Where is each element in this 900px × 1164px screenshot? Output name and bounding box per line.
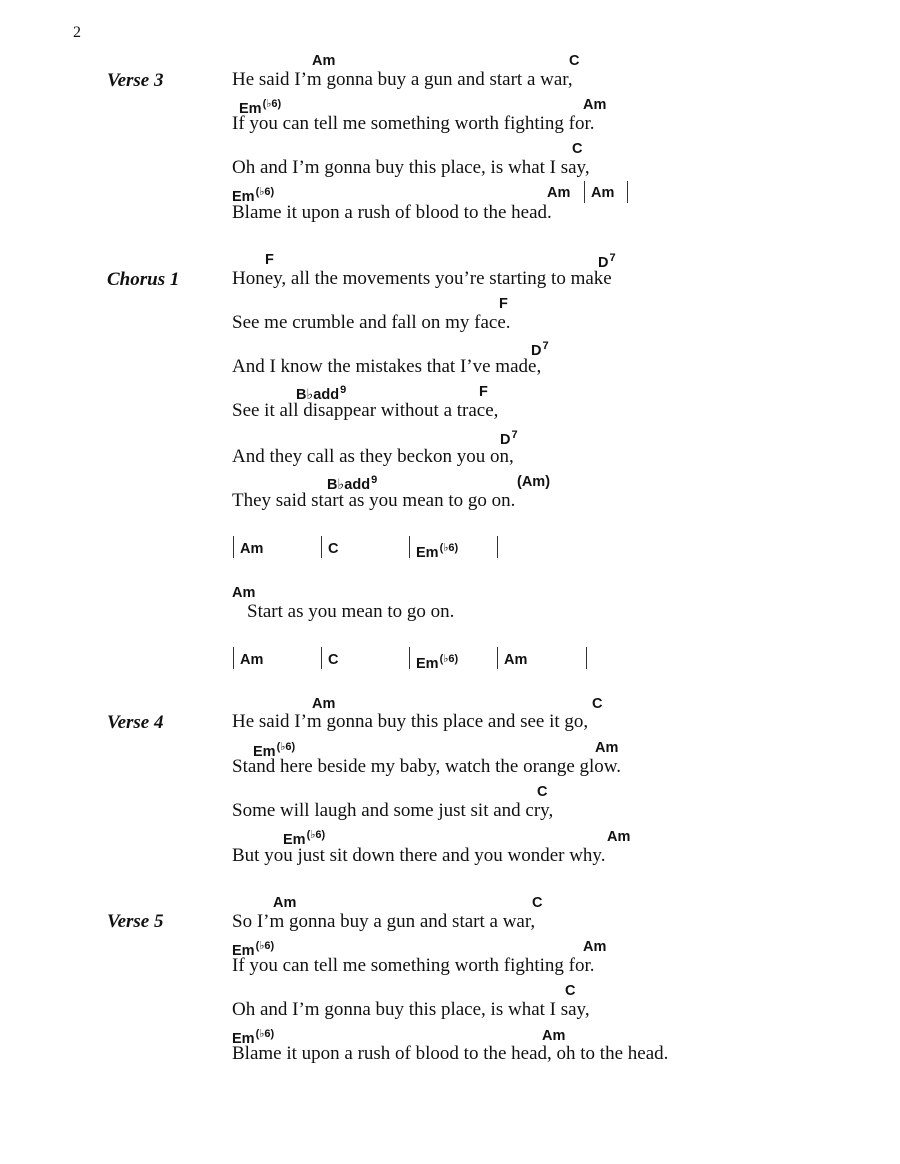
section-label-verse-5: Verse 5	[107, 911, 164, 932]
chord: $Em^{(♭6)}$	[416, 542, 459, 561]
chord: F	[479, 384, 488, 400]
chord: Am	[591, 185, 615, 201]
chord: Am	[312, 53, 336, 69]
chord: Am	[240, 541, 264, 557]
chord: C	[565, 983, 576, 999]
bar-line	[233, 647, 234, 669]
bar-line	[497, 536, 498, 558]
bar-line	[409, 647, 410, 669]
chord: Am	[547, 185, 571, 201]
lyric-line: See me crumble and fall on my face.	[232, 312, 511, 333]
chord: Am	[542, 1028, 566, 1044]
chord: C	[572, 141, 583, 157]
lyric-line: But you just sit down there and you wonder why.	[232, 845, 606, 866]
chord: $Em^{(♭6)}$	[416, 653, 459, 672]
chord: Am	[583, 939, 607, 955]
chord: $D^7$	[598, 252, 616, 271]
chord: $Em^{(♭6)}$	[283, 829, 326, 848]
bar-line	[497, 647, 498, 669]
chord: C	[532, 895, 543, 911]
chord: $Em^{(♭6)}$	[253, 741, 296, 760]
section-label-verse-3: Verse 3	[107, 70, 164, 91]
chord: Am	[312, 696, 336, 712]
chord: Am	[583, 97, 607, 113]
chord: B♭add$^9$	[327, 474, 378, 493]
chord: F	[265, 252, 274, 268]
bar-line	[584, 181, 585, 203]
bar-line	[233, 536, 234, 558]
chord: $D^7$	[531, 340, 549, 359]
chord: Am	[607, 829, 631, 845]
chord: Am	[240, 652, 264, 668]
chord: $Em^{(♭6)}$	[232, 186, 275, 205]
lyric-line: They said start as you mean to go on.	[232, 490, 516, 511]
lyric-line: Honey, all the movements you’re starting to make	[232, 268, 612, 289]
chord: $Em^{(♭6)}$	[232, 940, 275, 959]
lyric-line: Stand here beside my baby, watch the orange glow.	[232, 756, 622, 777]
lyric-line: Oh and I’m gonna buy this place, is what I say,	[232, 999, 590, 1020]
lyric-line: Start as you mean to go on.	[247, 601, 455, 622]
chord: $Em^{(♭6)}$	[232, 1028, 275, 1047]
bar-line	[409, 536, 410, 558]
chord: Am	[273, 895, 297, 911]
section-label-chorus-1: Chorus 1	[107, 269, 180, 290]
bar-line	[321, 647, 322, 669]
lyric-line: See it all disappear without a trace,	[232, 400, 499, 421]
chord: (Am)	[517, 474, 551, 490]
chord: C	[569, 53, 580, 69]
lyric-line: Blame it upon a rush of blood to the head.	[232, 202, 552, 223]
lyric-line: Blame it upon a rush of blood to the head, oh to the head.	[232, 1043, 669, 1064]
lyric-line: And they call as they beckon you on,	[232, 446, 514, 467]
section-label-verse-4: Verse 4	[107, 712, 164, 733]
chord: Am	[232, 585, 256, 601]
lyric-line: He said I’m gonna buy a gun and start a war,	[232, 69, 573, 90]
chord: C	[592, 696, 603, 712]
chord: C	[537, 784, 548, 800]
bar-line	[586, 647, 587, 669]
lyric-line: And I know the mistakes that I’ve made,	[232, 356, 542, 377]
chord: $Em^{(♭6)}$	[239, 98, 282, 117]
lyric-line: He said I’m gonna buy this place and see it go,	[232, 711, 589, 732]
lyric-line: Some will laugh and some just sit and cry,	[232, 800, 554, 821]
bar-line	[627, 181, 628, 203]
lyric-line: If you can tell me something worth fighting for.	[232, 955, 595, 976]
lyric-line: So I’m gonna buy a gun and start a war,	[232, 911, 536, 932]
chord: F	[499, 296, 508, 312]
chord: C	[328, 541, 339, 557]
chord: Am	[504, 652, 528, 668]
bar-line	[321, 536, 322, 558]
chord: Am	[595, 740, 619, 756]
chord: $D^7$	[500, 429, 518, 448]
lyric-line: If you can tell me something worth fighting for.	[232, 113, 595, 134]
lyric-line: Oh and I’m gonna buy this place, is what I say,	[232, 157, 590, 178]
chord: C	[328, 652, 339, 668]
page-number: 2	[73, 24, 81, 41]
chord: B♭add$^9$	[296, 384, 347, 403]
